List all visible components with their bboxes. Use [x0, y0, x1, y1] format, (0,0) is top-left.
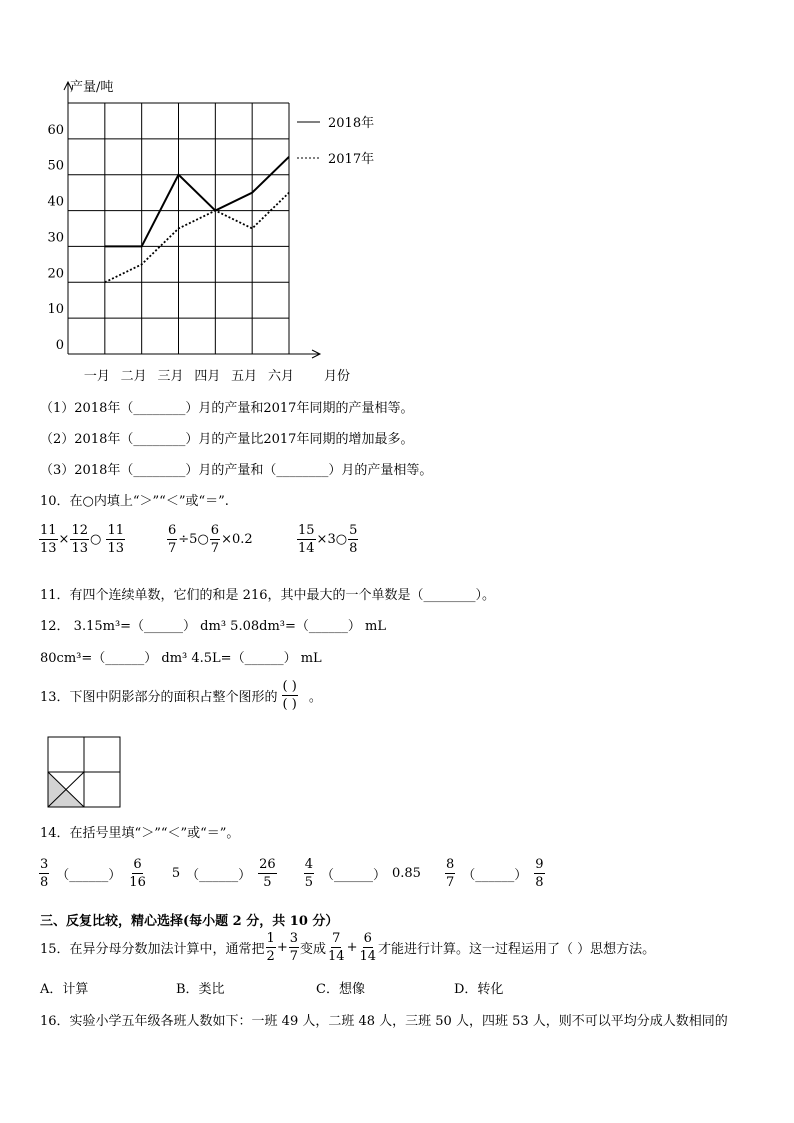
x-tick-label: 三月 [157, 369, 184, 384]
q10-expression-a: $\frac{11}{13}$ × $\frac{12}{13}$ ○ $\frac{11}{13}$ [40, 523, 125, 556]
x-axis-label: 月份 [323, 369, 351, 384]
x-tick-label: 五月 [231, 369, 258, 384]
q9-item-1: （1）2018年（________）月的产量和2017年同期的产量相等。 [40, 401, 414, 416]
y-tick-label: 10 [47, 302, 64, 318]
q14-prompt: 14．在括号里填“＞”“＜”或“＝”。 [40, 826, 240, 841]
q15-option-c[interactable]: C．想像 [316, 982, 365, 997]
q13-shaded-figure [46, 735, 122, 809]
y-tick-label: 30 [47, 230, 64, 246]
q10-expression-b: $\frac{6}{7}$ ÷5○ $\frac{6}{7}$ ×0.2 [168, 523, 253, 556]
x-tick-label: 一月 [83, 369, 110, 384]
q10-expression-c: $\frac{15}{14}$ ×3○ $\frac{5}{8}$ [298, 523, 358, 556]
x-tick-label: 四月 [194, 369, 221, 384]
y-tick-label: 50 [47, 158, 64, 174]
section-3-heading: 三、反复比较，精心选择(每小题 2 分，共 10 分） [40, 914, 339, 929]
y-tick-label: 20 [47, 266, 64, 282]
q11-text: 11．有四个连续单数，它们的和是 216，其中最大的一个单数是（________）。 [40, 588, 495, 603]
q15-option-d[interactable]: D．转化 [454, 982, 504, 997]
q12-line-1: 12． 3.15m³=（______） dm³ 5.08dm³=（______） mL [40, 619, 386, 634]
q9-item-2: （2）2018年（________）月的产量比2017年同期的增加最多。 [40, 432, 414, 447]
q15-text: 15．在异分母分数加法计算中，通常把 $\frac{1}{2}$ + $\frac{3}{7}$ 变成 $\frac{7}{14}$ + $\frac{6}{14}$ 才能进行计算。这一过程运用了（ ）思想方法。 [40, 931, 656, 964]
y-tick-label: 40 [47, 194, 64, 210]
y-tick-label: 0 [55, 338, 64, 353]
q9-item-3: （3）2018年（________）月的产量和（________）月的产量相等。 [40, 463, 433, 478]
q12-line-2: 80cm³=（______） dm³ 4.5L=（______） mL [40, 651, 322, 666]
legend-label: 2017年 [328, 152, 375, 167]
legend-label: 2018年 [328, 116, 375, 131]
q14-items: $\frac{3}{8}$ （______） $\frac{6}{16}$ 5 （______） $\frac{26}{5}$ $\frac{4}{5}$ （______） 0.85 $\frac{8}{7}$ （______） $\frac{9}{8}$ [40, 857, 544, 890]
production-line-chart [30, 70, 400, 390]
y-tick-label: 60 [47, 122, 64, 138]
series-line-2017年 [105, 193, 289, 283]
x-tick-label: 六月 [267, 369, 295, 384]
q13-prompt: 13．下图中阴影部分的面积占整个图形的 $\frac{( )}{( )}$ 。 [40, 679, 322, 712]
q13-text: 13．下图中阴影部分的面积占整个图形的 [40, 690, 278, 705]
q10-prompt: 10．在○内填上“＞”“＜”或“＝”. [40, 494, 229, 509]
y-axis-label: 产量/吨 [70, 80, 114, 95]
series-line-2018年 [105, 157, 289, 247]
q15-option-a[interactable]: A．计算 [40, 982, 89, 997]
q13-answer-fraction: $\frac{( )}{( )}$ [282, 679, 297, 712]
q16-text: 16．实验小学五年级各班人数如下：一班 49 人，二班 48 人，三班 50 人，四班 53 人，则不可以平均分成人数相同的 [40, 1014, 728, 1029]
q15-option-b[interactable]: B．类比 [176, 982, 225, 997]
x-tick-label: 二月 [120, 369, 147, 384]
